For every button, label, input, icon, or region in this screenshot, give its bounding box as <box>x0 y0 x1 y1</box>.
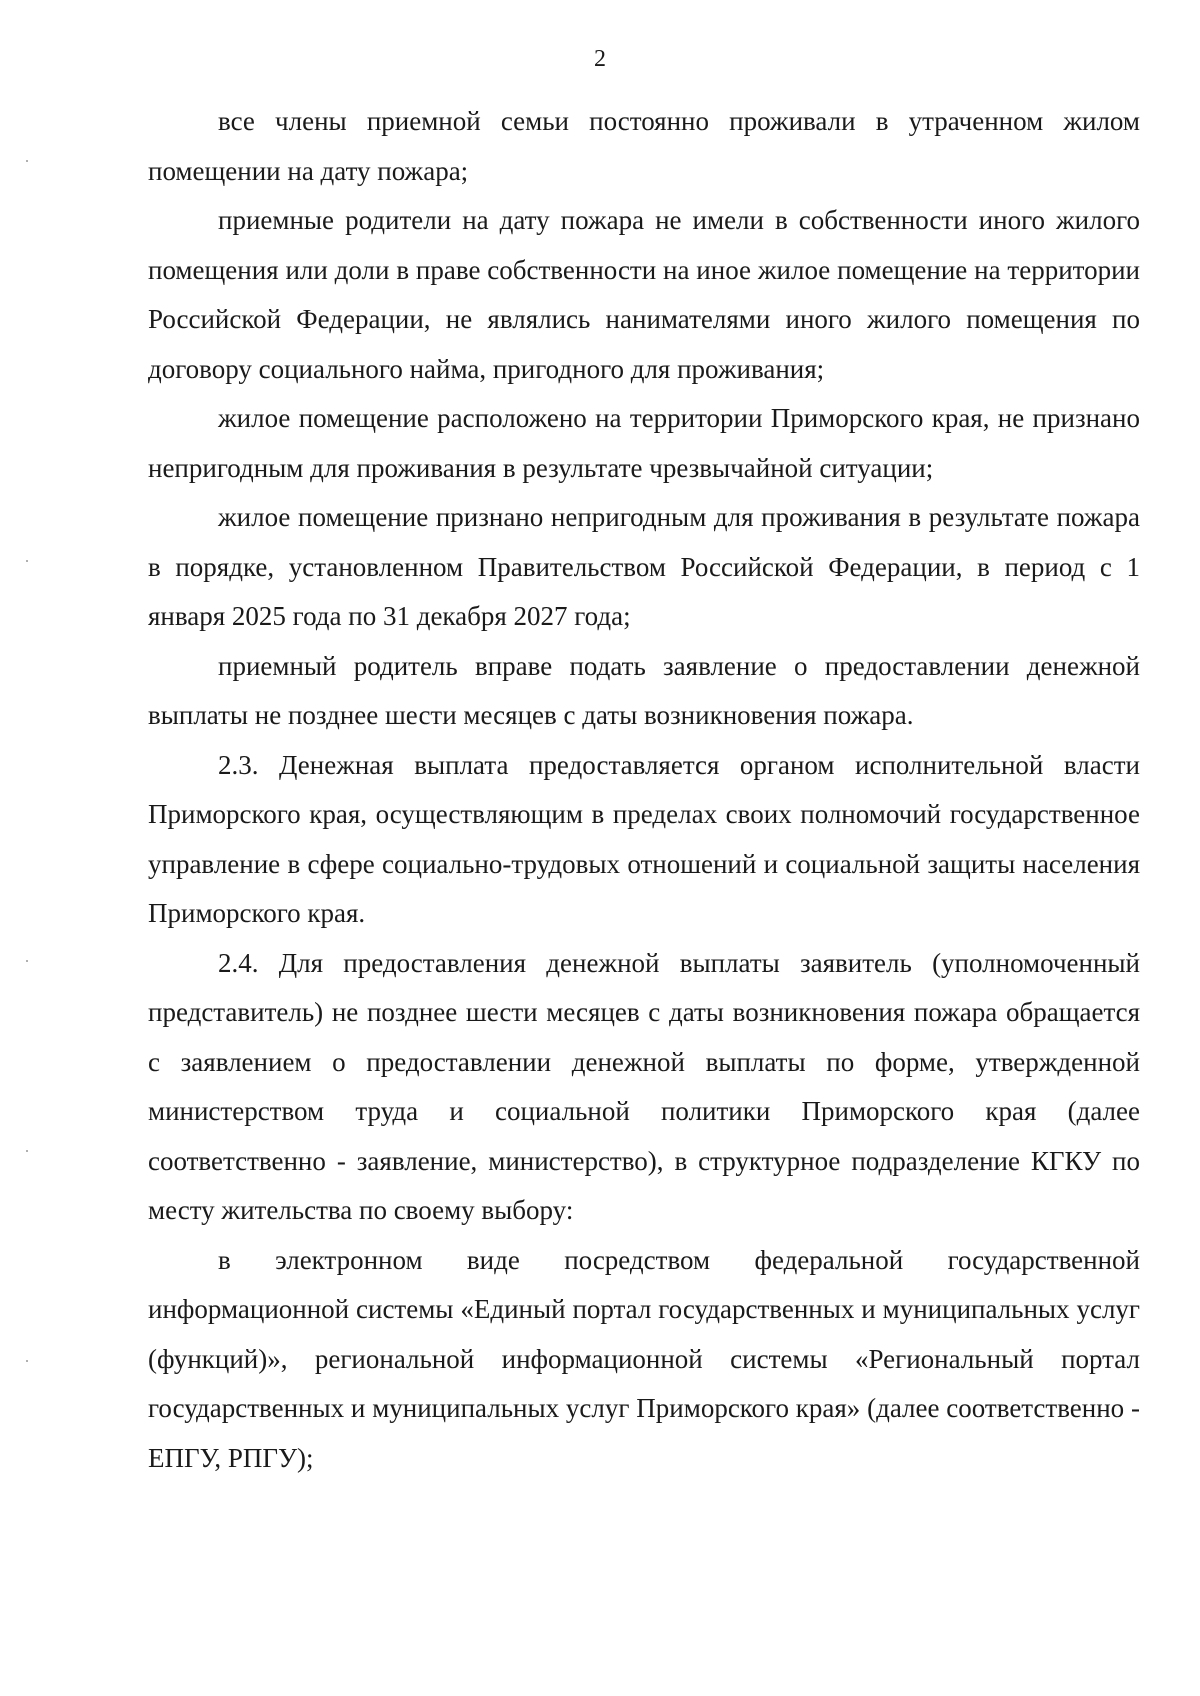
scan-artifact <box>26 560 28 562</box>
paragraph: приемный родитель вправе подать заявление о предоставлении денежной выплаты не позднее шести месяцев с даты возникновения пожара. <box>148 650 1140 730</box>
scan-artifact <box>26 960 28 962</box>
paragraph: все члены приемной семьи постоянно проживали в утраченном жилом помещении на дату пожара; <box>148 106 1140 186</box>
paragraph: приемные родители на дату пожара не имели в собственности иного жилого помещения или доли в праве собственности на иное жилое помещение на территории Российской Федерации, не являлись нанимателями иного жилого помещения по договору социального найма, пригодного для проживания; <box>148 205 1140 384</box>
paragraph: 2.4. Для предоставления денежной выплаты заявитель (уполномоченный представитель) не позднее шести месяцев с даты возникновения пожара обращается с заявлением о предоставлении денежной выплаты по форме, утвержденной министерством труда и социальной политики Приморского края (далее соответственно - заявление, министерство), в структурное подразделение КГКУ по месту жительства по своему выбору: <box>148 947 1140 1225</box>
paragraph: в электронном виде посредством федеральной государственной информационной системы «Единый портал государственных и муниципальных услуг (функций)», региональной информационной системы «Региональный портал государственных и муниципальных услуг Приморского края» (далее соответственно - ЕПГУ, РПГУ); <box>148 1244 1140 1473</box>
paragraph: жилое помещение расположено на территории Приморского края, не признано непригодным для проживания в результате чрезвычайной ситуации; <box>148 403 1140 483</box>
scan-artifact <box>26 1360 28 1362</box>
page-number: 2 <box>594 46 606 72</box>
scan-artifact <box>26 160 28 162</box>
document-body <box>148 97 1140 1483</box>
scan-artifact <box>26 1150 28 1152</box>
paragraph: жилое помещение признано непригодным для проживания в результате пожара в порядке, установленном Правительством Российской Федерации, в период с 1 января 2025 года по 31 декабря 2027 года; <box>148 502 1140 631</box>
paragraph: 2.3. Денежная выплата предоставляется органом исполнительной власти Приморского края, осуществляющим в пределах своих полномочий государственное управление в сфере социально-трудовых отношений и социальной защиты населения Приморского края. <box>148 749 1140 928</box>
